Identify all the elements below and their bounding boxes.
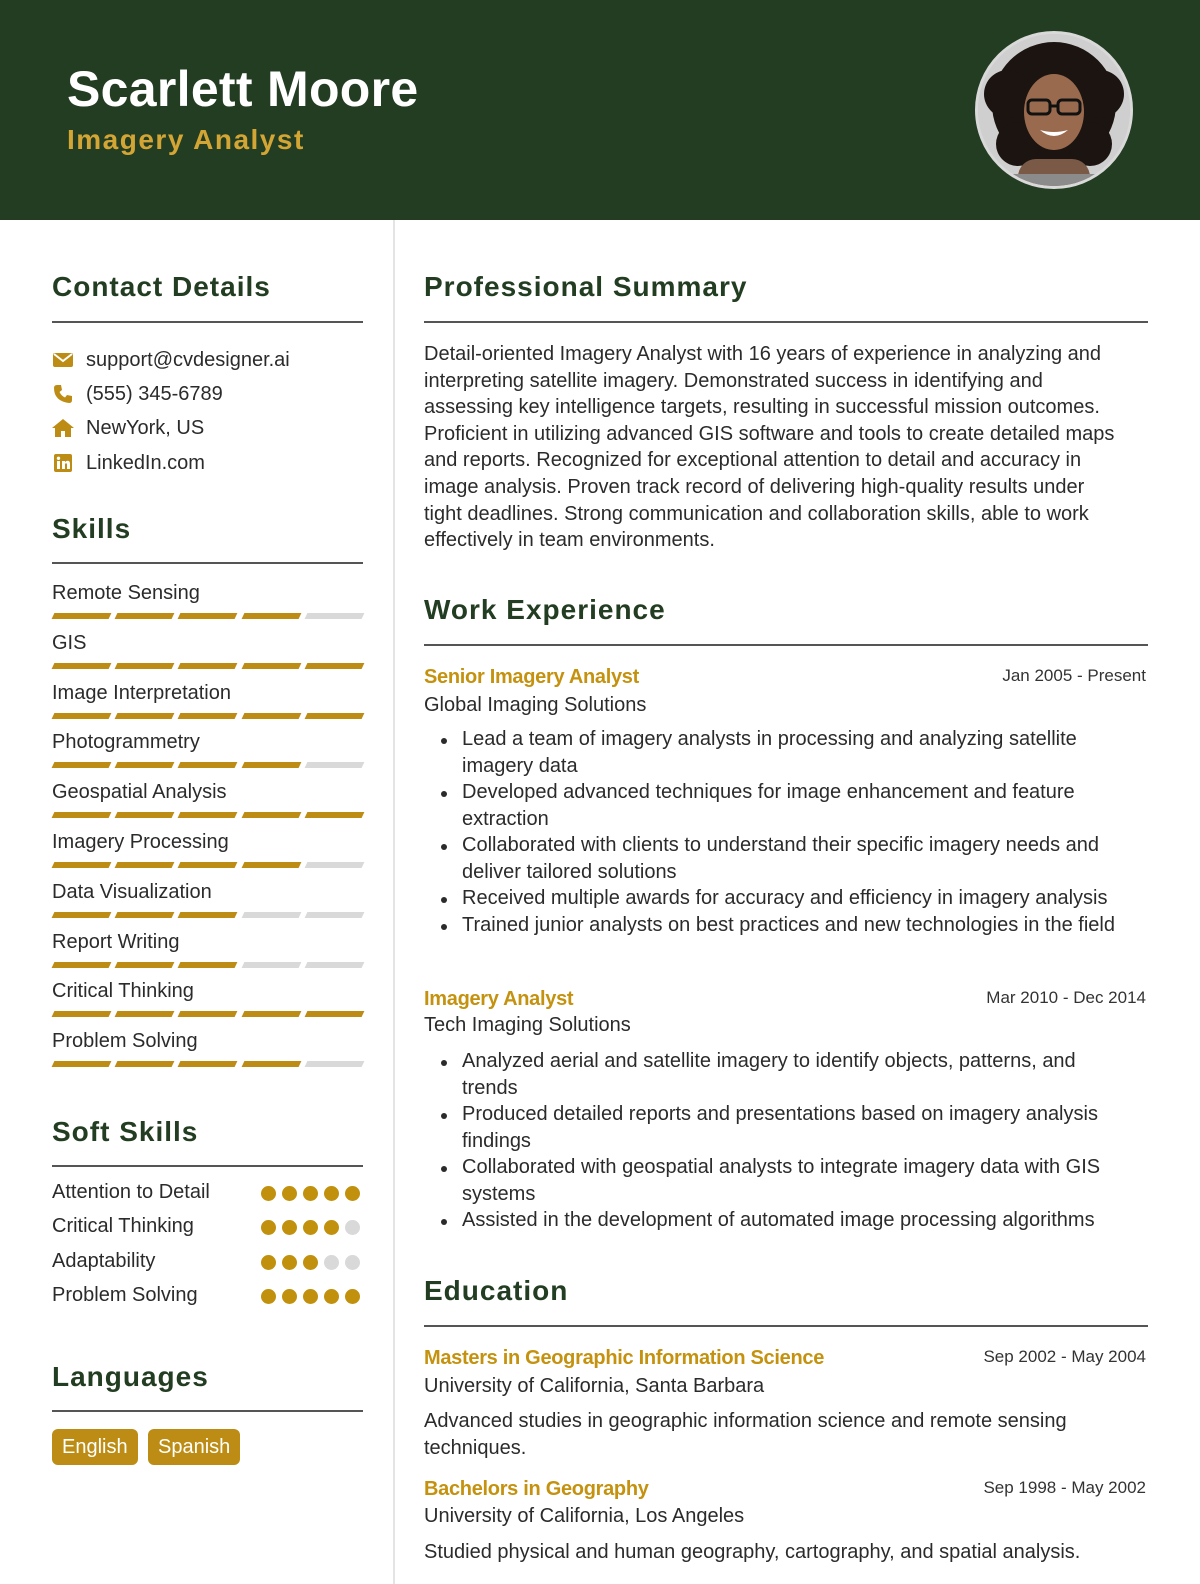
rating-dot — [324, 1186, 339, 1201]
skill-level-segment — [304, 762, 364, 768]
rating-dot — [345, 1220, 360, 1235]
summary-line: Proficient in utilizing advanced GIS software and tools to create detailed maps — [424, 422, 1115, 445]
job-company: Tech Imaging Solutions — [424, 1014, 631, 1036]
skill-name: Problem Solving — [52, 1030, 198, 1053]
rating-dot — [282, 1220, 297, 1235]
job-bullet: Lead a team of imagery analysts in processing and analyzing satellite imagery data — [424, 726, 1148, 779]
skill-level-segment — [304, 713, 364, 719]
skill-level-bar — [53, 1061, 363, 1067]
job-bullet: Received multiple awards for accuracy and efficiency in imagery analysis — [424, 885, 1148, 912]
skill-level-segment — [241, 812, 301, 818]
summary-rule — [424, 321, 1148, 323]
skill-level-segment — [52, 862, 112, 868]
contact-linkedin[interactable] — [52, 450, 205, 476]
rating-dot — [324, 1289, 339, 1304]
rating-dot — [324, 1220, 339, 1235]
job-bullets — [424, 1048, 1148, 1234]
degree-title: Bachelors in Geography — [424, 1478, 649, 1500]
soft-skill-name: Adaptability — [52, 1249, 156, 1272]
school-name: University of California, Santa Barbara — [424, 1375, 765, 1397]
contact-phone-text: (555) 345-6789 — [86, 382, 223, 405]
skill-level-bar — [53, 862, 363, 868]
rating-dot — [303, 1255, 318, 1270]
skill-name: Remote Sensing — [52, 582, 200, 604]
rating-dot — [345, 1289, 360, 1304]
rating-dot — [261, 1186, 276, 1201]
summary-line: effectively in team environments. — [424, 529, 715, 552]
skill-level-segment — [115, 713, 175, 719]
skill-name: Imagery Processing — [52, 831, 229, 853]
skill-level-segment — [52, 613, 112, 619]
summary-line: and reports. Recognized for exceptional attention to detail and accuracy in — [424, 449, 1082, 472]
candidate-name: Scarlett Moore — [67, 61, 419, 117]
skill-level-segment — [304, 912, 364, 918]
contact-email[interactable] — [52, 347, 290, 373]
contact-email-text: support@cvdesigner.ai — [86, 348, 290, 371]
skill-level-segment — [178, 713, 238, 719]
job-bullet: Analyzed aerial and satellite imagery to identify objects, patterns, and trends — [424, 1048, 1148, 1101]
contact-location — [52, 415, 204, 441]
contact-linkedin-text: LinkedIn.com — [86, 451, 205, 474]
skill-level-segment — [178, 1011, 238, 1017]
degree-description: Studied physical and human geography, cartography, and spatial analysis. — [424, 1541, 1081, 1563]
job-bullet: Collaborated with clients to understand their specific imagery needs and deliver tailored solutions — [424, 832, 1148, 885]
skill-level-segment — [304, 663, 364, 669]
skill-level-segment — [241, 1061, 301, 1067]
skill-level-segment — [115, 613, 175, 619]
soft-skill-rating — [261, 1220, 360, 1235]
column-divider — [393, 220, 395, 1584]
contact-location-text: NewYork, US — [86, 416, 205, 439]
skill-level-segment — [241, 912, 301, 918]
skill-level-segment — [115, 812, 175, 818]
soft-skill-rating — [261, 1186, 360, 1201]
skill-level-segment — [304, 812, 364, 818]
skill-name: Geospatial Analysis — [52, 781, 227, 804]
soft-skill-rating — [261, 1289, 360, 1304]
job-company: Global Imaging Solutions — [424, 694, 647, 716]
skill-level-segment — [115, 1061, 175, 1067]
skill-level-segment — [304, 862, 364, 868]
languages-heading: Languages — [52, 1361, 209, 1392]
phone-icon — [52, 383, 74, 405]
experience-rule — [424, 644, 1148, 646]
contact-rule — [52, 321, 363, 323]
skill-level-segment — [241, 962, 301, 968]
skill-level-segment — [304, 1061, 364, 1067]
experience-heading: Work Experience — [424, 594, 666, 625]
job-title: Senior Imagery Analyst — [424, 666, 639, 688]
skill-name: Image Interpretation — [52, 681, 231, 704]
soft-skill-name: Problem Solving — [52, 1283, 198, 1306]
skill-level-bar — [53, 613, 363, 619]
skill-level-bar — [53, 912, 363, 918]
skill-level-segment — [115, 962, 175, 968]
summary-text — [424, 341, 1144, 554]
soft-skill-name: Attention to Detail — [52, 1181, 210, 1203]
skill-level-segment — [52, 1061, 112, 1067]
skills-rule — [52, 562, 363, 564]
rating-dot — [345, 1255, 360, 1270]
skill-level-bar — [53, 713, 363, 719]
summary-line: tight deadlines. Strong communication and collaboration skills, able to work — [424, 502, 1089, 525]
soft-skills-rule — [52, 1165, 363, 1167]
skill-level-segment — [52, 713, 112, 719]
rating-dot — [282, 1289, 297, 1304]
soft-skill-rating — [261, 1255, 360, 1270]
skill-level-segment — [52, 663, 112, 669]
envelope-icon — [52, 349, 74, 371]
skill-level-segment — [241, 713, 301, 719]
candidate-title: Imagery Analyst — [67, 124, 305, 155]
skills-heading: Skills — [52, 513, 132, 544]
job-bullet: Assisted in the development of automated image processing algorithms — [424, 1207, 1148, 1234]
rating-dot — [282, 1255, 297, 1270]
education-rule — [424, 1325, 1148, 1327]
skill-name: Data Visualization — [52, 880, 212, 903]
skill-level-segment — [304, 1011, 364, 1017]
contact-heading: Contact Details — [52, 271, 271, 302]
contact-phone[interactable] — [52, 381, 223, 407]
degree-title: Masters in Geographic Information Science — [424, 1347, 825, 1369]
skill-level-segment — [241, 762, 301, 768]
skill-level-segment — [52, 762, 112, 768]
skill-level-segment — [304, 962, 364, 968]
job-dates: Jan 2005 - Present — [1002, 666, 1146, 685]
languages-rule — [52, 1410, 363, 1412]
profile-photo — [975, 31, 1133, 189]
home-icon — [52, 417, 74, 439]
job-bullet: Produced detailed reports and presentations based on imagery analysis findings — [424, 1101, 1148, 1154]
summary-heading: Professional Summary — [424, 271, 748, 302]
language-tag: Spanish — [148, 1429, 240, 1465]
skill-name: GIS — [52, 631, 87, 654]
rating-dot — [303, 1289, 318, 1304]
degree-dates: Sep 1998 - May 2002 — [983, 1478, 1146, 1497]
skill-level-segment — [115, 912, 175, 918]
summary-line: image analysis. Proven track record of delivering high-quality results under — [424, 475, 1085, 498]
skill-level-bar — [53, 1011, 363, 1017]
skill-level-segment — [115, 663, 175, 669]
skill-level-segment — [115, 762, 175, 768]
job-dates: Mar 2010 - Dec 2014 — [986, 988, 1146, 1007]
skill-name: Photogrammetry — [52, 731, 200, 754]
skill-name: Report Writing — [52, 930, 180, 953]
soft-skills-heading: Soft Skills — [52, 1116, 199, 1147]
rating-dot — [303, 1220, 318, 1235]
skill-level-segment — [178, 762, 238, 768]
skill-level-segment — [178, 962, 238, 968]
skill-level-segment — [115, 1011, 175, 1017]
skill-level-bar — [53, 812, 363, 818]
skill-level-segment — [52, 962, 112, 968]
language-tag: English — [52, 1429, 138, 1465]
rating-dot — [282, 1186, 297, 1201]
job-title: Imagery Analyst — [424, 988, 574, 1010]
skill-level-segment — [178, 812, 238, 818]
skill-level-segment — [241, 862, 301, 868]
rating-dot — [324, 1255, 339, 1270]
soft-skill-name: Critical Thinking — [52, 1215, 194, 1238]
education-heading: Education — [424, 1275, 569, 1306]
skill-level-segment — [241, 663, 301, 669]
rating-dot — [303, 1186, 318, 1201]
skill-level-segment — [178, 1061, 238, 1067]
skill-level-bar — [53, 663, 363, 669]
skill-level-segment — [304, 613, 364, 619]
skill-level-segment — [178, 663, 238, 669]
school-name: University of California, Los Angeles — [424, 1505, 745, 1527]
summary-line: assessing key intelligence targets, resulting in successful mission outcomes. — [424, 396, 1100, 419]
degree-dates: Sep 2002 - May 2004 — [983, 1347, 1146, 1366]
skill-level-segment — [115, 862, 175, 868]
job-bullet: Developed advanced techniques for image enhancement and feature extraction — [424, 779, 1148, 832]
summary-line: interpreting satellite imagery. Demonstrated success in identifying and — [424, 369, 1043, 392]
degree-description: Advanced studies in geographic information science and remote sensing techniques. — [424, 1410, 1067, 1459]
skill-name: Critical Thinking — [52, 980, 194, 1003]
skill-level-segment — [178, 912, 238, 918]
skill-level-segment — [52, 912, 112, 918]
rating-dot — [261, 1255, 276, 1270]
summary-line: Detail-oriented Imagery Analyst with 16 years of experience in analyzing and — [424, 343, 1102, 365]
skill-level-segment — [178, 613, 238, 619]
job-bullets — [424, 726, 1148, 938]
linkedin-icon — [52, 452, 74, 474]
skill-level-segment — [52, 812, 112, 818]
rating-dot — [345, 1186, 360, 1201]
skill-level-segment — [241, 613, 301, 619]
skill-level-segment — [52, 1011, 112, 1017]
rating-dot — [261, 1289, 276, 1304]
skill-level-bar — [53, 962, 363, 968]
skill-level-segment — [241, 1011, 301, 1017]
skill-level-bar — [53, 762, 363, 768]
job-bullet: Collaborated with geospatial analysts to integrate imagery data with GIS systems — [424, 1154, 1148, 1207]
skill-level-segment — [178, 862, 238, 868]
rating-dot — [261, 1220, 276, 1235]
job-bullet: Trained junior analysts on best practices and new technologies in the field — [424, 912, 1148, 939]
